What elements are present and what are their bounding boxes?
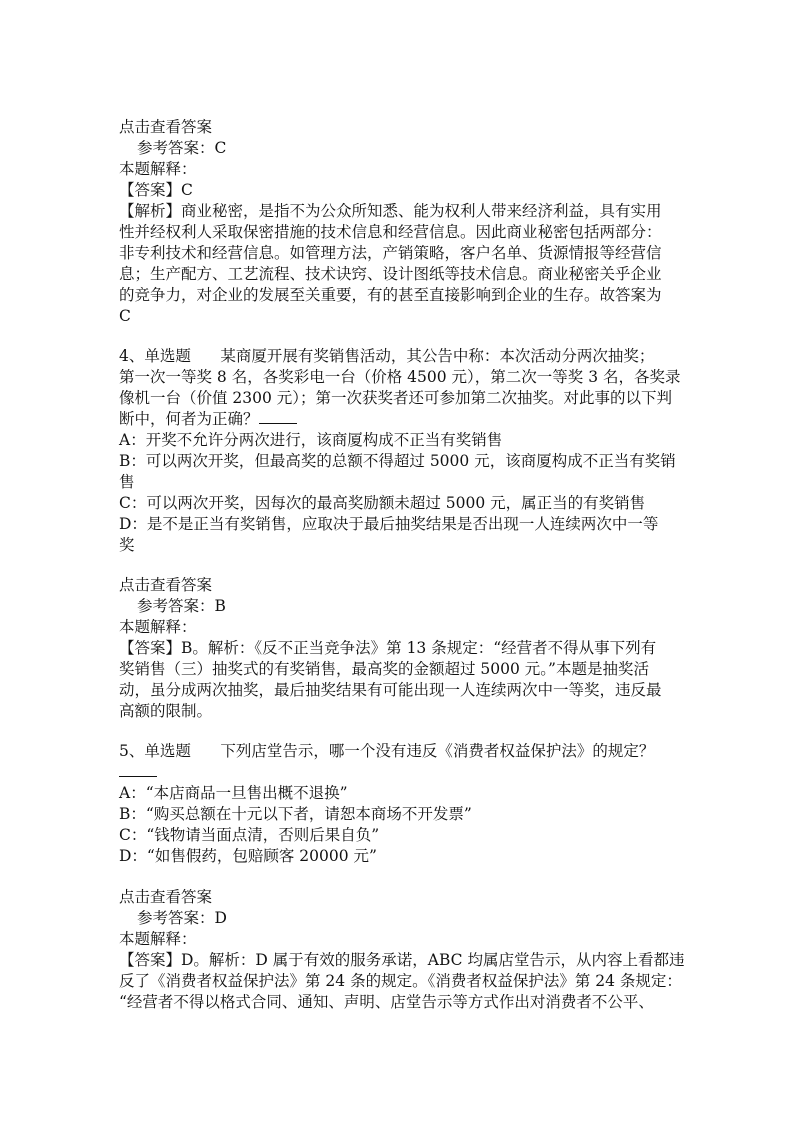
option-d: D：是不是正当有奖销售，应取决于最后抽奖结果是否出现一人连续两次中一等 xyxy=(119,515,659,533)
reference-answer: 参考答案：D xyxy=(137,909,227,927)
analysis-line: 非专利技术和经营信息。如管理方法，产销策略，客户名单、货源情报等经营信 xyxy=(119,244,662,262)
explanation-label: 本题解释： xyxy=(119,618,197,636)
view-answer-link[interactable]: 点击查看答案 xyxy=(119,576,213,594)
question-4-block xyxy=(119,346,679,556)
question-3-answer-block xyxy=(119,117,679,327)
explanation-line: 动，虽分成两次抽奖，最后抽奖结果有可能出现一人连续两次中一等奖，违反最 xyxy=(119,681,662,699)
question-5-answer-block xyxy=(119,887,685,1013)
question-stem-line: 4、单选题 某商厦开展有奖销售活动，其公告中称：本次活动分两次抽奖； xyxy=(119,347,655,365)
option-b: B：可以两次开奖，但最高奖的总额不得超过 5000 元，该商厦构成不正当有奖销 xyxy=(119,452,676,470)
analysis-line: 的竞争力，对企业的发展至关重要，有的甚至直接影响到企业的生存。故答案为 xyxy=(119,286,662,304)
option-b-cont: 售 xyxy=(119,473,135,491)
question-4-answer-block xyxy=(119,575,679,722)
option-a: A：“本店商品一旦售出概不退换” xyxy=(119,784,348,802)
view-answer-link[interactable]: 点击查看答案 xyxy=(119,888,213,906)
explanation-line: 高额的限制。 xyxy=(119,702,213,720)
explanation-line: 【答案】B。解析：《反不正当竞争法》第 13 条规定：“经营者不得从事下列有 xyxy=(119,639,657,657)
option-c: C：可以两次开奖，因每次的最高奖励额未超过 5000 元，属正当的有奖销售 xyxy=(119,494,646,512)
answer-blank xyxy=(259,409,297,424)
question-5-block xyxy=(119,741,679,867)
explanation-line: 【答案】D。解析：D 属于有效的服务承诺，ABC 均属店堂告示，从内容上看都违 xyxy=(119,951,685,969)
question-stem-line: 5、单选题 下列店堂告示，哪一个没有违反《消费者权益保护法》的规定？ xyxy=(119,742,655,760)
explanation-line: “经营者不得以格式合同、通知、声明、店堂告示等方式作出对消费者不公平、 xyxy=(119,993,654,1011)
option-d: D：“如售假药，包赔顾客 20000 元” xyxy=(119,847,377,865)
question-stem-line: 第一次一等奖 8 名，各奖彩电一台（价格 4500 元），第二次一等奖 3 名，各奖录 xyxy=(119,368,681,386)
option-a: A：开奖不允许分两次进行，该商厦构成不正当有奖销售 xyxy=(119,431,503,449)
reference-answer: 参考答案：B xyxy=(137,597,226,615)
answer-blank-line xyxy=(119,762,679,783)
explanation-line: 反了《消费者权益保护法》第 24 条的规定。《消费者权益保护法》第 24 条规定： xyxy=(119,972,682,990)
answer-blank xyxy=(119,762,157,777)
analysis-line: 息；生产配方、工艺流程、技术诀窍、设计图纸等技术信息。商业秘密关乎企业 xyxy=(119,265,662,283)
option-c: C：“钱物请当面点清，否则后果自负” xyxy=(119,826,380,844)
answer-line: 【答案】C xyxy=(119,181,193,199)
view-answer-link[interactable]: 点击查看答案 xyxy=(119,118,213,136)
explanation-line: 奖销售（三）抽奖式的有奖销售，最高奖的金额超过 5000 元。”本题是抽奖活 xyxy=(119,660,649,678)
option-d-cont: 奖 xyxy=(119,536,135,554)
explanation-label: 本题解释： xyxy=(119,160,197,178)
reference-answer: 参考答案：C xyxy=(137,139,227,157)
analysis-line: C xyxy=(119,307,131,325)
option-b: B：“购买总额在十元以下者，请恕本商场不开发票” xyxy=(119,805,472,823)
analysis-line: 性并经权利人采取保密措施的技术信息和经营信息。因此商业秘密包括两部分： xyxy=(119,223,662,241)
explanation-label: 本题解释： xyxy=(119,930,197,948)
analysis-line: 【解析】商业秘密，是指不为公众所知悉、能为权利人带来经济利益，具有实用 xyxy=(119,202,662,220)
question-stem-line: 像机一台（价值 2300 元）；第一次获奖者还可参加第二次抽奖。对此事的以下判 xyxy=(119,389,673,407)
question-stem-line: 断中，何者为正确？ xyxy=(119,409,679,430)
